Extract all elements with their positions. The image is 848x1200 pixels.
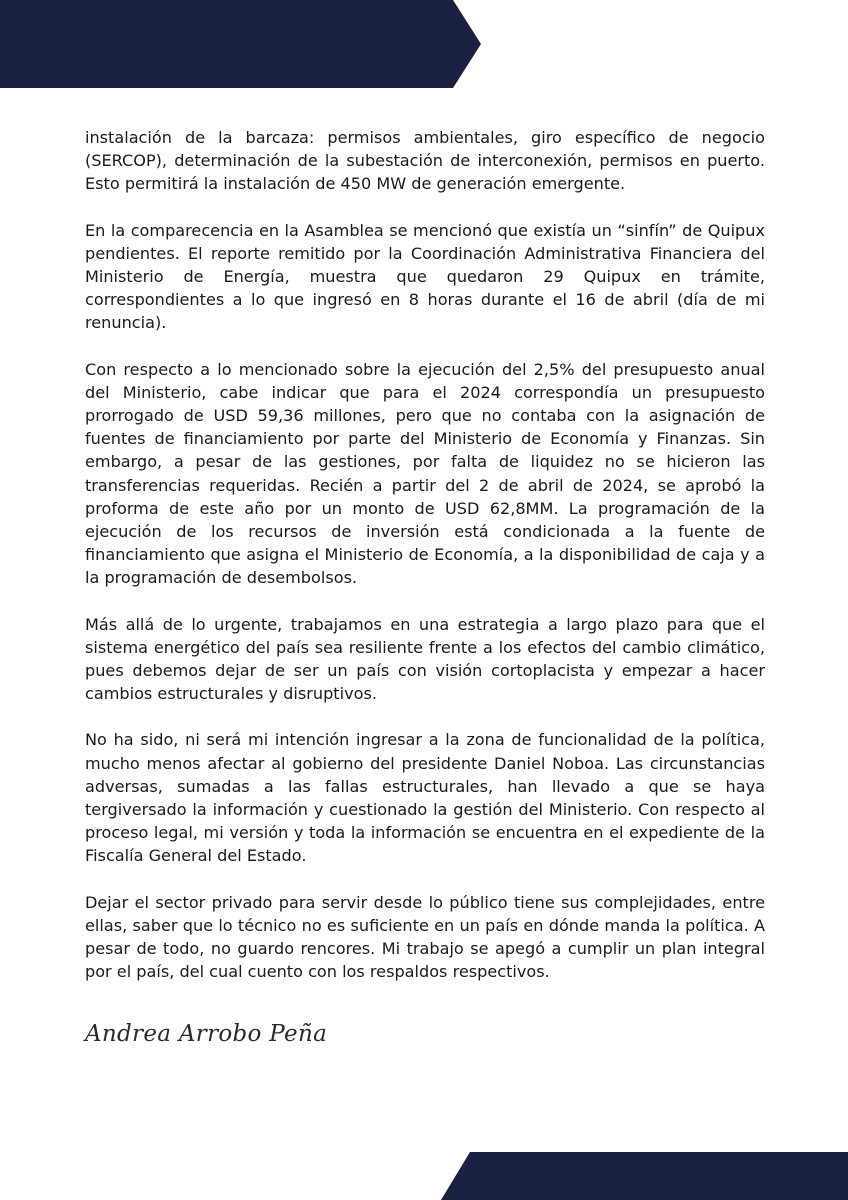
- paragraph-estrategia: Más allá de lo urgente, trabajamos en una estrategia a largo plazo para que el sistema energético del país sea resiliente frente a los efectos del cambio climático, pues debemos dejar de ser un país con visión cortoplacista y empezar a hacer cambios estructurales y disruptivos.: [85, 614, 765, 704]
- paragraph-quipux: En la comparecencia en la Asamblea se mencionó que existía un “sinfín” de Quipux pendientes. El reporte remitido por la Coordinación Administrativa Financiera del Ministerio de Energía, muestra que quedaron 29 Quipux en trámite, correspondientes a lo que ingresó en 8 horas durante el 16 de abril (día de mi renuncia).: [85, 220, 765, 333]
- letter-body: [85, 126, 765, 1007]
- paragraph-sector-privado: Dejar el sector privado para servir desde lo público tiene sus complejidades, entre ellas, saber que lo técnico no es suficiente en un país en dónde manda la política. A pesar de todo, no guardo rencores. Mi trabajo se apegó a cumplir un plan integral por el país, del cual cuento con los respaldos respectivos.: [85, 892, 765, 982]
- top-banner: [0, 0, 848, 88]
- bottom-banner: [0, 1152, 848, 1200]
- bottom-banner-shape: [441, 1152, 848, 1200]
- signature: Andrea Arrobo Peña: [85, 1021, 328, 1047]
- paragraph-presupuesto: Con respecto a lo mencionado sobre la ejecución del 2,5% del presupuesto anual del Ministerio, cabe indicar que para el 2024 correspondía un presupuesto prorrogado de USD 59,36 millones, pero que no contaba con la asignación de fuentes de financiamiento por parte del Ministerio de Economía y Finanzas. Sin embargo, a pesar de las gestiones, por falta de liquidez no se hicieron las transferencias requeridas. Recién a partir del 2 de abril de 2024, se aprobó la proforma de este año por un monto de USD 62,8MM. La programación de la ejecución de los recursos de inversión está condicionada a la fuente de financiamiento que asigna el Ministerio de Economía, a la disponibilidad de caja y a la programación de desembolsos.: [85, 359, 765, 588]
- top-banner-shape: [0, 0, 481, 88]
- paragraph-politica: No ha sido, ni será mi intención ingresar a la zona de funcionalidad de la política, mucho menos afectar al gobierno del presidente Daniel Noboa. Las circunstancias adversas, sumadas a las fallas estructurales, han llevado a que se haya tergiversado la información y cuestionado la gestión del Ministerio. Con respecto al proceso legal, mi versión y toda la información se encuentra en el expediente de la Fiscalía General del Estado.: [85, 730, 765, 866]
- paragraph-barcaza: instalación de la barcaza: permisos ambientales, giro específico de negocio (SERCOP), determinación de la subestación de interconexión, permisos en puerto. Esto permitirá la instalación de 450 MW de generación emergente.: [85, 128, 765, 194]
